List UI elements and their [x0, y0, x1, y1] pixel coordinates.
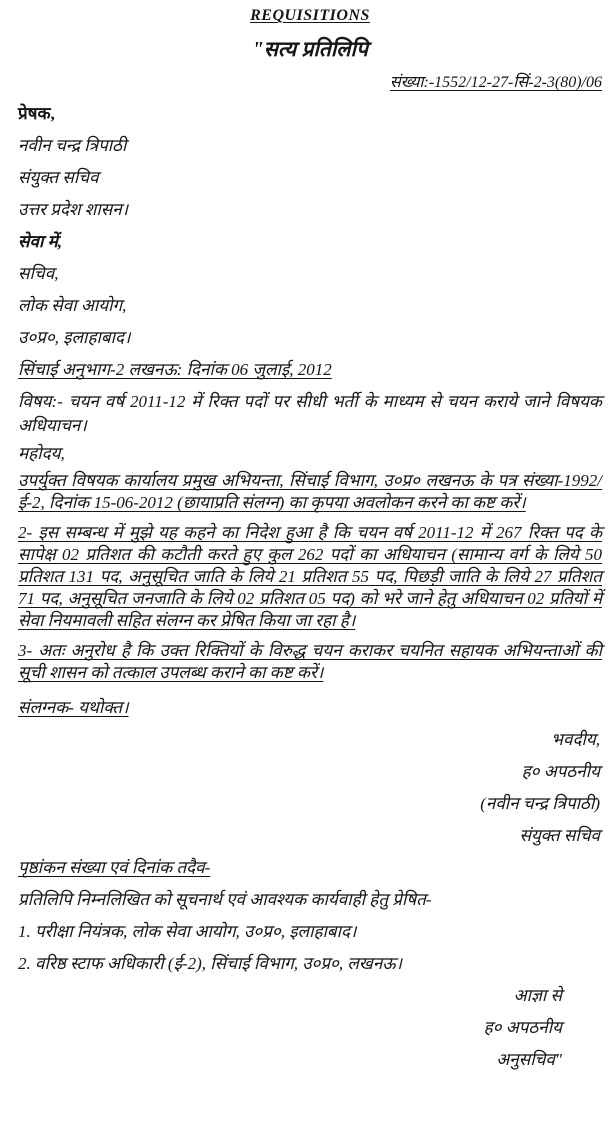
footer-signature-block: [18, 980, 602, 1076]
subject-line: विषय:- चयन वर्ष 2011-12 में रिक्त पदों पर सीधी भर्ती के माध्यम से चयन कराये जाने विषयक अधियाचन।: [18, 392, 602, 435]
sender-name-line: नवीन चन्द्र त्रिपाठी: [18, 136, 127, 155]
document-title: REQUISITIONS: [250, 7, 370, 24]
sender-organization-line: उत्तर प्रदेश शासन।: [18, 200, 129, 219]
salutation: महोदय,: [18, 444, 65, 463]
body-paragraph-1: उपर्युक्त विषयक कार्यालय प्रमुख अभियन्ता, सिंचाई विभाग, उ०प्र० लखनऊ के पत्र संख्या-1992/ई-2, दिनांक 15-06-2012 (छायाप्रति संलग्न) का कृपया अवलोकन करने का कष्ट करें।: [18, 471, 602, 512]
copy-item-2: 2. वरिष्ठ स्टाफ अधिकारी (ई-2), सिंचाई विभाग, उ०प्र०, लखनऊ।: [18, 954, 403, 973]
sender-designation-line: संयुक्त सचिव: [18, 168, 99, 187]
section-date-line: सिंचाई अनुभाग-2 लखनऊ: दिनांक 06 जुलाई, 2012: [18, 360, 332, 379]
recipient-address-line: उ०प्र०, इलाहाबाद।: [18, 328, 131, 347]
recipient-organization-line: लोक सेवा आयोग,: [18, 296, 127, 315]
by-order-line: आज्ञा से: [513, 986, 562, 1005]
signature-block: [18, 724, 602, 852]
recipient-designation-line: सचिव,: [18, 264, 59, 283]
signatory-name: (नवीन चन्द्र त्रिपाठी): [480, 794, 600, 813]
copy-item-1: 1. परीक्षा नियंत्रक, लोक सेवा आयोग, उ०प्र०, इलाहाबाद।: [18, 922, 357, 941]
reference-number: संख्या:-1552/12-27-सिं-2-3(80)/06: [389, 74, 602, 91]
under-secretary-line: अनुसचिव": [496, 1050, 562, 1069]
body-paragraph-2: 2- इस सम्बन्ध में मुझे यह कहने का निदेश हुआ है कि चयन वर्ष 2011-12 में 267 रिक्त पद के सापेक्ष 02 प्रतिशत की कटौती करते हुए कुल 262 पदों का अधियाचन (सामान्य वर्ग के लिये 50 प्रतिशत 131 पद, अनुसूचित जाति के लिये 21 प्रतिशत 55 पद, पिछड़ी जाति के लिये 27 प्रतिशत 71 पद, अनुसूचित जनजाति के लिये 02 प्रतिशत 05 पद) को भरे जाने हेतु अधियाचन 02 प्रतियों में सेवा नियमावली सहित संलग्न कर प्रेषित किया जा रहा है।: [18, 523, 602, 630]
signatory-designation: संयुक्त सचिव: [519, 826, 600, 845]
enclosure-line: संलग्नक- यथोक्त।: [18, 698, 129, 717]
footer-signature-illegible: ह० अपठनीय: [483, 1018, 562, 1037]
copy-forward-line: प्रतिलिपि निम्नलिखित को सूचनार्थ एवं आवश्यक कार्यवाही हेतु प्रेषित-: [18, 890, 432, 909]
recipient-label: सेवा में,: [18, 232, 63, 251]
endorsement-heading: पृष्ठांकन संख्या एवं दिनांक तदैव-: [18, 858, 211, 877]
body-paragraph-3: 3- अतः अनुरोध है कि उक्त रिक्तियों के विरुद्ध चयन कराकर चयनित सहायक अभियन्ताओं की सूची शासन को तत्काल उपलब्ध कराने का कष्ट करें।: [18, 641, 602, 682]
sender-label: प्रेषक,: [18, 104, 55, 123]
closing-word: भवदीय,: [551, 730, 600, 749]
true-copy-heading: "सत्य प्रतिलिपि: [252, 37, 368, 61]
signature-illegible: ह० अपठनीय: [521, 762, 600, 781]
